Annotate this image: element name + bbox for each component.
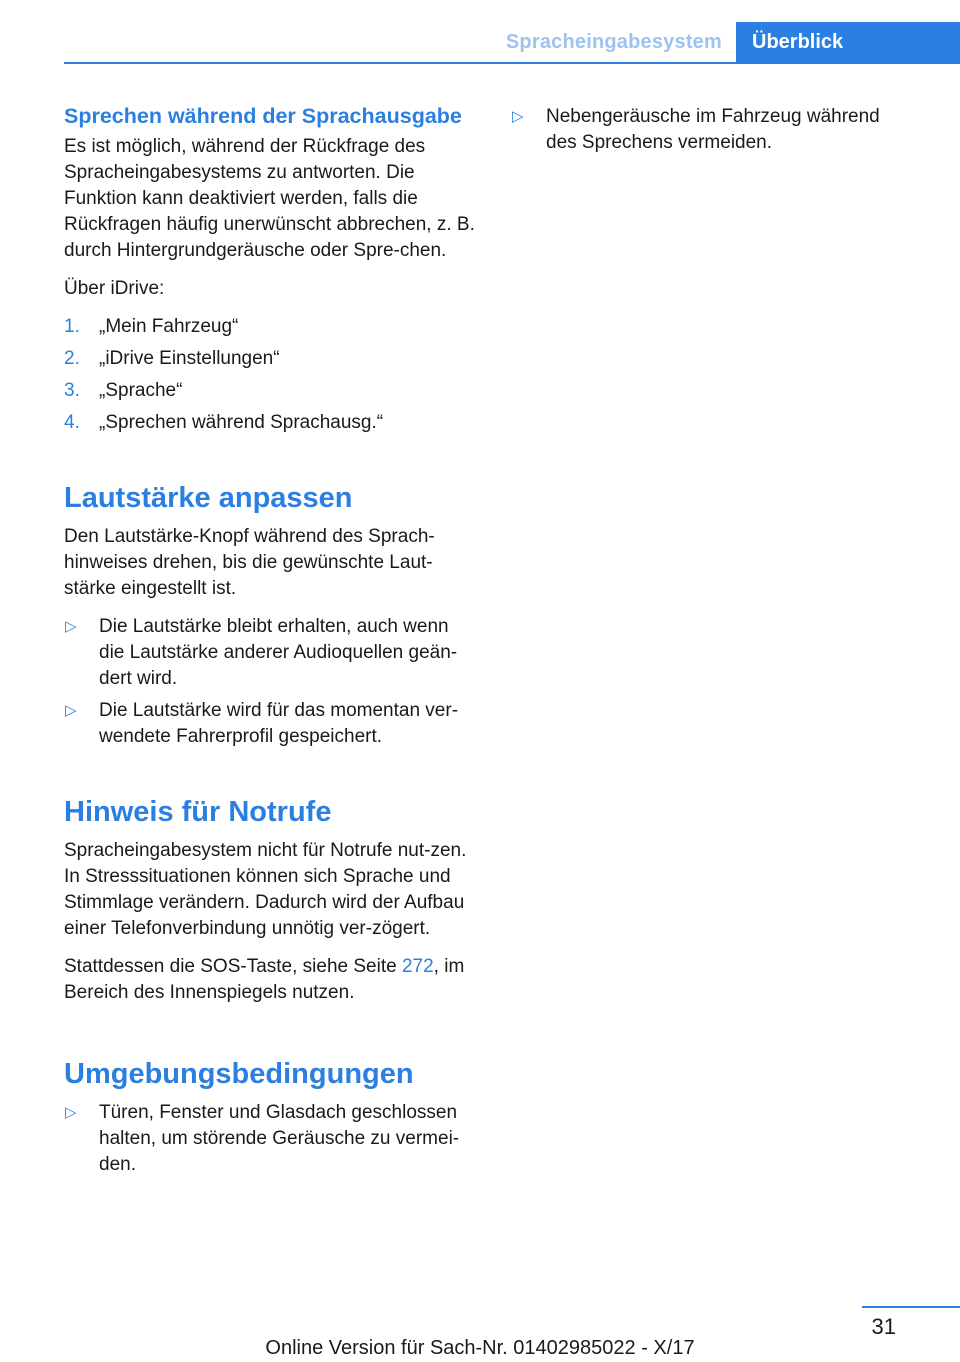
emergency-heading: Hinweis für Notrufe xyxy=(64,796,332,828)
step-text: „iDrive Einstellungen“ xyxy=(99,348,280,369)
list-item xyxy=(64,410,476,436)
volume-bullets-list xyxy=(64,614,476,750)
step-number: 4. xyxy=(64,412,80,433)
bullet-text: Nebengeräusche im Fahrzeug während des Sprechens vermeiden. xyxy=(546,106,880,153)
header-chapter-tab: Überblick xyxy=(736,22,960,62)
environment-heading: Umgebungsbedingungen xyxy=(64,1058,414,1090)
page-reference-link[interactable]: 272 xyxy=(401,956,434,977)
speak-during-output-heading: Sprechen während der Sprachausgabe xyxy=(64,104,462,128)
environment-bullets-list-continued xyxy=(511,104,901,156)
step-text: „Sprache“ xyxy=(99,380,183,401)
bullet-triangle-icon: ▷ xyxy=(65,1104,77,1121)
idrive-label: Über iDrive: xyxy=(64,278,165,299)
emergency-instead-post: , im Bereich des Innenspiegels nutzen. xyxy=(64,956,465,1003)
step-number: 3. xyxy=(64,380,80,401)
list-item xyxy=(64,314,476,340)
list-item xyxy=(64,1100,476,1178)
volume-heading: Lautstärke anpassen xyxy=(64,482,353,514)
idrive-steps-list xyxy=(64,314,476,436)
header-section-title: Spracheingabesystem xyxy=(505,31,722,53)
step-number: 2. xyxy=(64,348,80,369)
left-column xyxy=(64,104,476,1184)
step-number: 1. xyxy=(64,316,80,337)
environment-bullets-list xyxy=(64,1100,476,1178)
emergency-instead-pre: Stattdessen die SOS-Taste, siehe Seite xyxy=(64,956,402,977)
bullet-text: Die Lautstärke wird für das momentan ver-wendete Fahrerprofil gespeichert. xyxy=(99,700,459,747)
step-text: „Mein Fahrzeug“ xyxy=(99,316,239,337)
page-header xyxy=(64,22,960,64)
step-text: „Sprechen während Sprachausg.“ xyxy=(99,412,384,433)
bullet-triangle-icon: ▷ xyxy=(65,702,77,719)
volume-body: Den Lautstärke-Knopf während des Sprach-hinweises drehen, bis die gewünschte Laut-stärke eingestellt ist. xyxy=(64,526,435,599)
footer-rule xyxy=(862,1306,960,1308)
page-number: 31 xyxy=(871,1314,896,1339)
footer-version-text: Online Version für Sach-Nr. 01402985022 - X/17 xyxy=(265,1337,695,1359)
bullet-text: Türen, Fenster und Glasdach geschlossen halten, um störende Geräusche zu vermei-den. xyxy=(99,1102,460,1175)
emergency-body: Spracheingabesystem nicht für Notrufe nut-zen. In Stresssituationen können sich Sprache und Stimmlage verändern. Dadurch wird der Aufbau einer Telefonverbindung unnötig ver-zögert. xyxy=(64,840,467,939)
speak-during-output-body: Es ist möglich, während der Rückfrage des Spracheingabesystems zu antworten. Die Funktion kann deaktiviert werden, falls die Rückfragen häufig unerwünscht abbrechen, z. B. durch Hintergrundgeräusche oder Spre-chen. xyxy=(64,136,475,261)
list-item xyxy=(64,614,476,692)
emergency-instead-text xyxy=(64,954,476,1006)
list-item xyxy=(511,104,901,156)
list-item xyxy=(64,346,476,372)
list-item xyxy=(64,698,476,750)
bullet-triangle-icon: ▷ xyxy=(65,618,77,635)
bullet-text: Die Lautstärke bleibt erhalten, auch wenn die Lautstärke anderer Audioquellen geän-dert wird. xyxy=(99,616,458,689)
right-column xyxy=(511,104,901,162)
list-item xyxy=(64,378,476,404)
bullet-triangle-icon: ▷ xyxy=(512,108,524,125)
